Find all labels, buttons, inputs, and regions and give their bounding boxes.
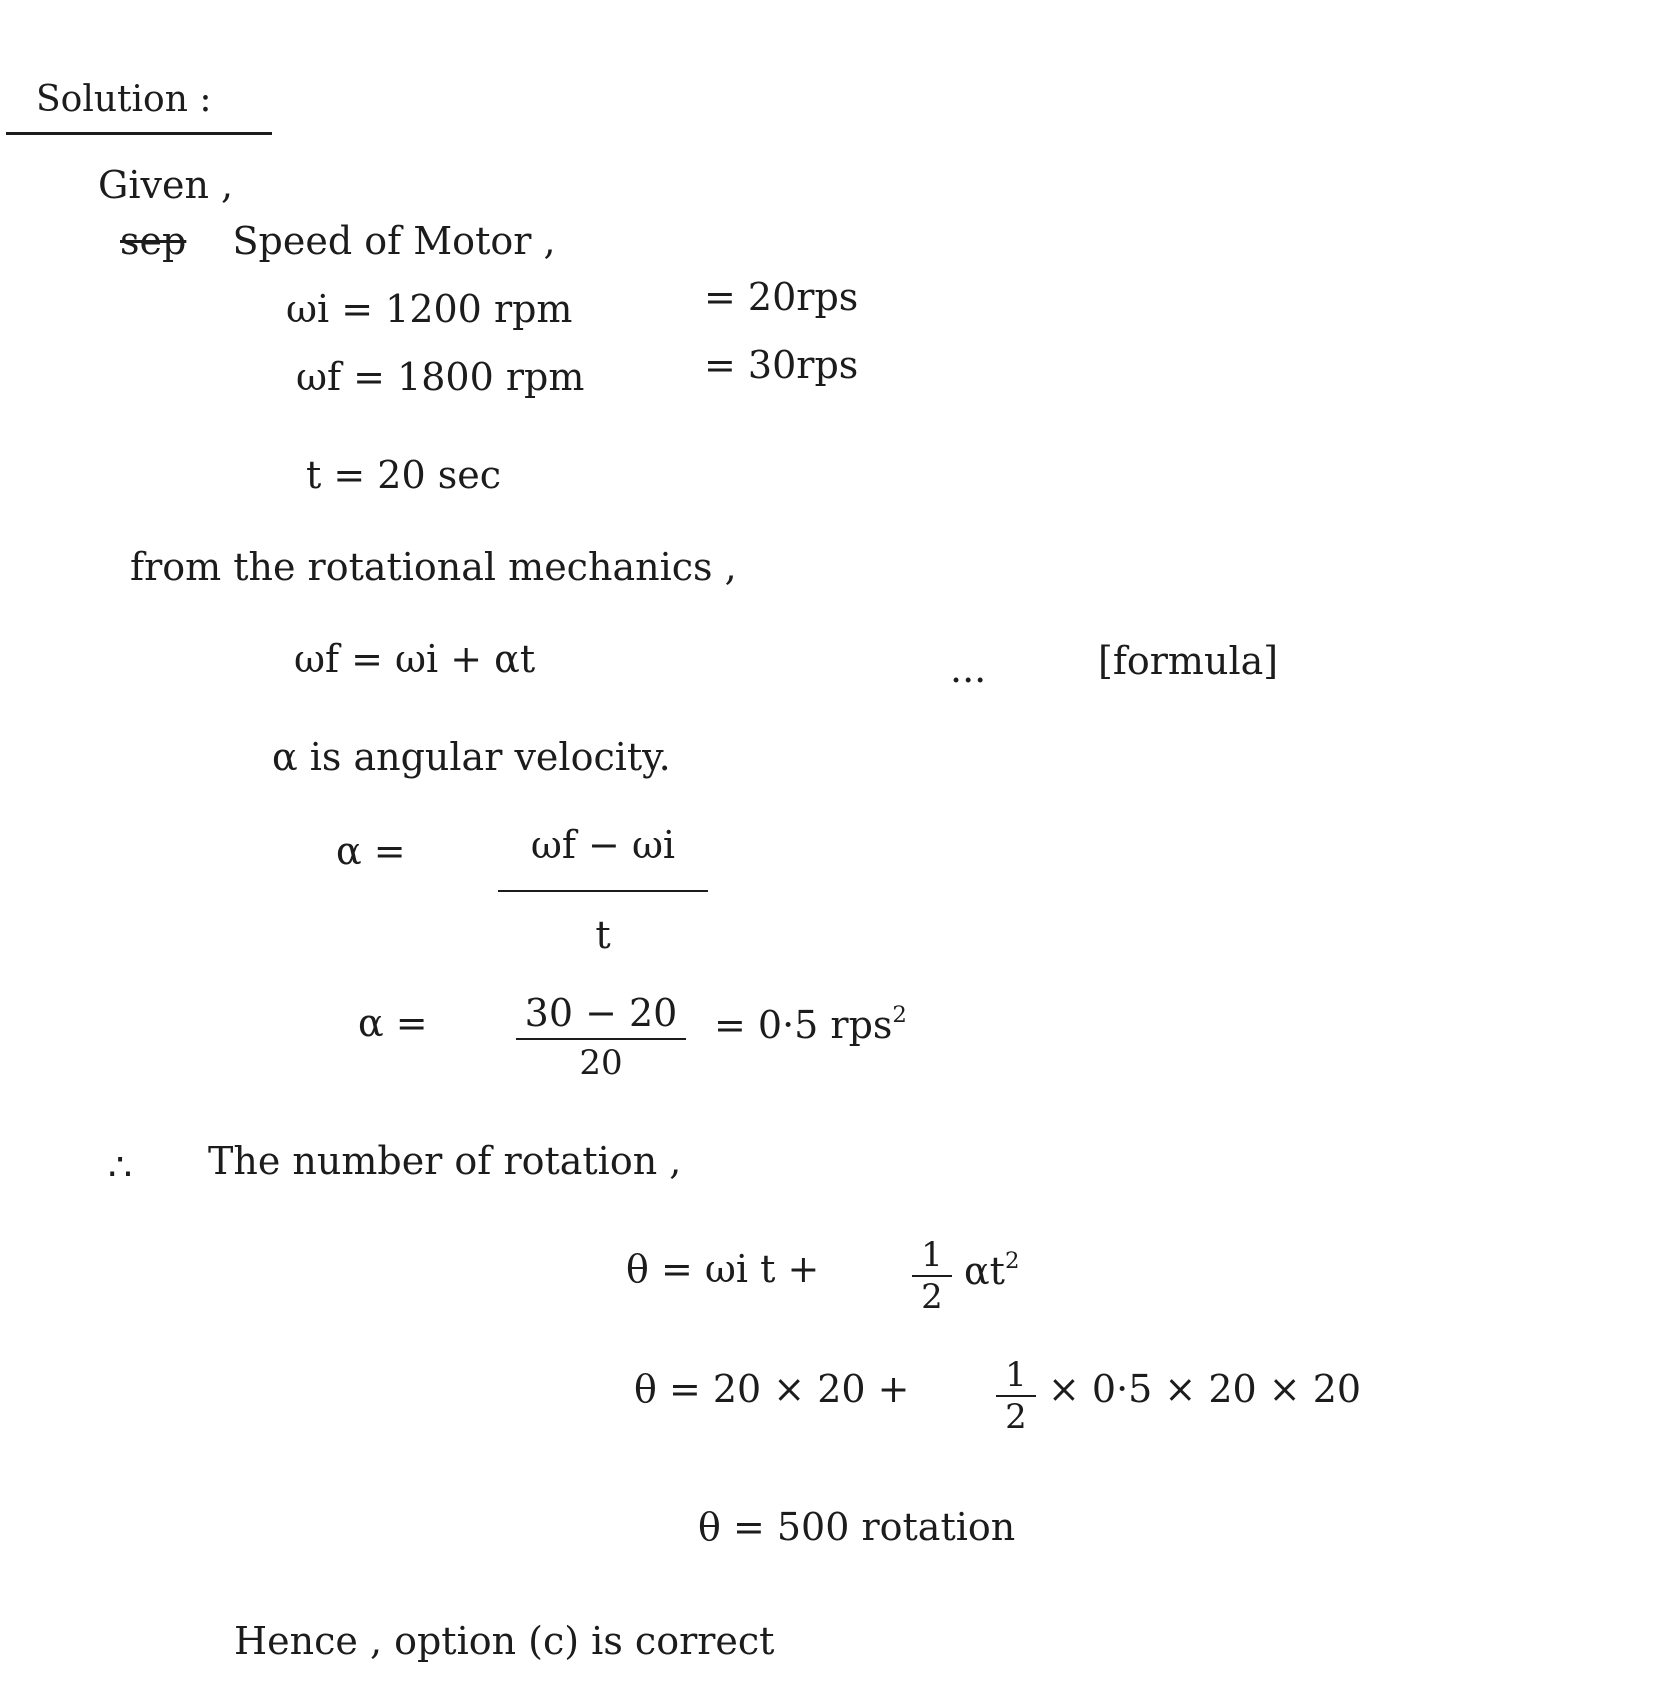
theta3-line: θ = 500 rotation <box>698 1505 1016 1549</box>
theta1-exponent: 2 <box>1004 1248 1020 1274</box>
half-denominator: 2 <box>921 1277 943 1317</box>
therefore-symbol: ∴ <box>108 1145 133 1189</box>
theta1-rhs-text: αt <box>964 1248 1005 1293</box>
half-numerator: 1 <box>1005 1355 1027 1395</box>
wi-line <box>286 287 573 331</box>
alpha-definition: α is angular velocity. <box>272 735 671 779</box>
alpha-fraction <box>498 823 708 957</box>
conclusion: Hence , option (c) is correct <box>234 1619 775 1663</box>
half-fraction-2 <box>996 1355 1036 1437</box>
alpha-numerator: ωf − ωi <box>530 823 676 867</box>
formula-dots: ... <box>950 647 987 691</box>
alpha2-result-text: = 0·5 rps <box>714 1002 893 1047</box>
theta1-lhs: θ = ωi t + <box>626 1247 820 1291</box>
alpha2-exponent: 2 <box>892 1002 907 1028</box>
formula-line: ωf = ωi + αt <box>294 637 536 681</box>
half-denominator: 2 <box>1005 1397 1027 1437</box>
alpha-denominator: t <box>595 913 611 957</box>
wf-line <box>296 355 585 399</box>
half-numerator: 1 <box>921 1235 943 1275</box>
alpha2-fraction <box>516 991 686 1083</box>
formula-tag: [formula] <box>1098 639 1279 683</box>
wi-symbol: ωi <box>286 287 330 331</box>
alpha-lhs: α = <box>336 829 406 873</box>
heading-underline <box>6 132 272 135</box>
wf-value: = 1800 rpm <box>353 355 585 399</box>
alpha2-numerator: 30 − 20 <box>524 991 678 1035</box>
theta1-line <box>626 1247 820 1291</box>
theta1-rhs <box>964 1248 1020 1293</box>
speed-label-line <box>120 219 556 263</box>
solution-heading: Solution : <box>36 79 212 120</box>
half-fraction-1 <box>912 1235 952 1317</box>
wi-value: = 1200 rpm <box>341 287 573 331</box>
theta2-rhs: × 0·5 × 20 × 20 <box>1048 1367 1362 1411</box>
given-label: Given , <box>98 163 234 207</box>
fraction-bar <box>516 1038 686 1040</box>
struck-word: sep <box>120 219 187 263</box>
wi-rps: = 20rps <box>704 275 859 319</box>
alpha2-result <box>714 1002 907 1047</box>
theta2-line <box>634 1367 910 1411</box>
theta2-lhs: θ = 20 × 20 + <box>634 1367 910 1411</box>
rotation-intro: The number of rotation , <box>208 1139 682 1183</box>
speed-label: Speed of Motor , <box>232 219 556 263</box>
fraction-bar <box>498 890 708 892</box>
wf-rps: = 30rps <box>704 343 859 387</box>
mechanics-intro: from the rotational mechanics , <box>130 545 737 589</box>
time-line: t = 20 sec <box>306 453 501 497</box>
alpha2-lhs: α = <box>358 1001 428 1045</box>
alpha2-denominator: 20 <box>579 1043 623 1083</box>
wf-symbol: ωf <box>296 355 342 399</box>
